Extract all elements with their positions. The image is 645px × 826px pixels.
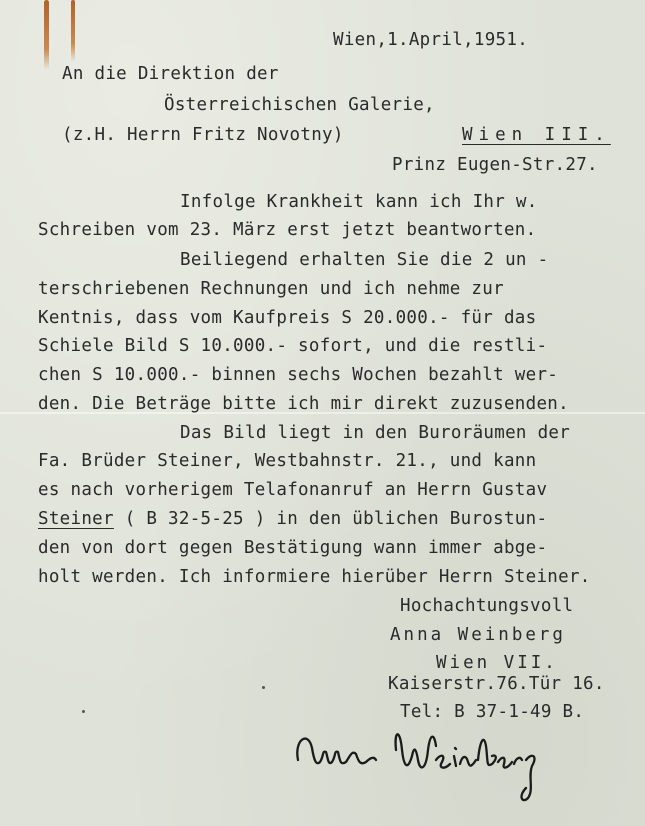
rust-stain bbox=[44, 0, 49, 70]
body-line: chen S 10.000.- binnen sechs Wochen bezahlt wer- bbox=[38, 365, 559, 385]
body-line: Schreiben vom 23. März erst jetzt beantworten. bbox=[38, 220, 537, 240]
body-steiner-underlined: Steiner bbox=[38, 509, 114, 529]
handwritten-signature bbox=[290, 720, 550, 805]
closing-city: Wien VII. bbox=[436, 653, 558, 673]
body-line: den von dort gegen Bestätigung wann immer abge- bbox=[38, 538, 548, 558]
rust-stain bbox=[71, 0, 75, 62]
closing-name: Anna Weinberg bbox=[390, 625, 566, 645]
dot-mark bbox=[82, 710, 85, 713]
body-line: Kentnis, dass vom Kaufpreis S 20.000.- für das bbox=[38, 308, 537, 328]
recipient-line-2: Österreichischen Galerie, bbox=[164, 95, 435, 115]
body-line: den. Die Beträge bitte ich mir direkt zuzusenden. bbox=[38, 394, 569, 414]
body-line bbox=[38, 511, 547, 529]
recipient-attention: (z.H. Herrn Fritz Novotny) bbox=[62, 125, 344, 145]
closing-greeting: Hochachtungsvoll bbox=[400, 596, 574, 616]
date-line: Wien,1.April,1951. bbox=[333, 30, 529, 50]
recipient-line-1: An die Direktion der bbox=[62, 64, 279, 84]
body-line: es nach vorherigem Telafonanruf an Herrn Gustav bbox=[38, 480, 548, 500]
dot-mark bbox=[262, 686, 265, 689]
closing-address: Kaiserstr.76.Tür 16. bbox=[388, 674, 605, 694]
body-line: Infolge Krankheit kann ich Ihr w. bbox=[180, 192, 538, 212]
recipient-street: Prinz Eugen-Str.27. bbox=[392, 155, 598, 175]
closing-phone: Tel: B 37-1-49 B. bbox=[400, 702, 585, 722]
recipient-city: Wien III. bbox=[462, 125, 611, 145]
body-line: Fa. Brüder Steiner, Westbahnstr. 21., und kann bbox=[38, 451, 537, 471]
body-line-rest: ( B 32-5-25 ) in den üblichen Burostun- bbox=[113, 509, 548, 529]
body-line: terschriebenen Rechnungen und ich nehme zur bbox=[38, 279, 504, 299]
body-line: holt werden. Ich informiere hierüber Herrn Steiner. bbox=[38, 567, 591, 587]
body-line: Schiele Bild S 10.000.- sofort, und die restli- bbox=[38, 336, 548, 356]
body-line: Beiliegend erhalten Sie die 2 un - bbox=[180, 250, 549, 270]
body-line: Das Bild liegt in den Buroräumen der bbox=[180, 423, 571, 443]
